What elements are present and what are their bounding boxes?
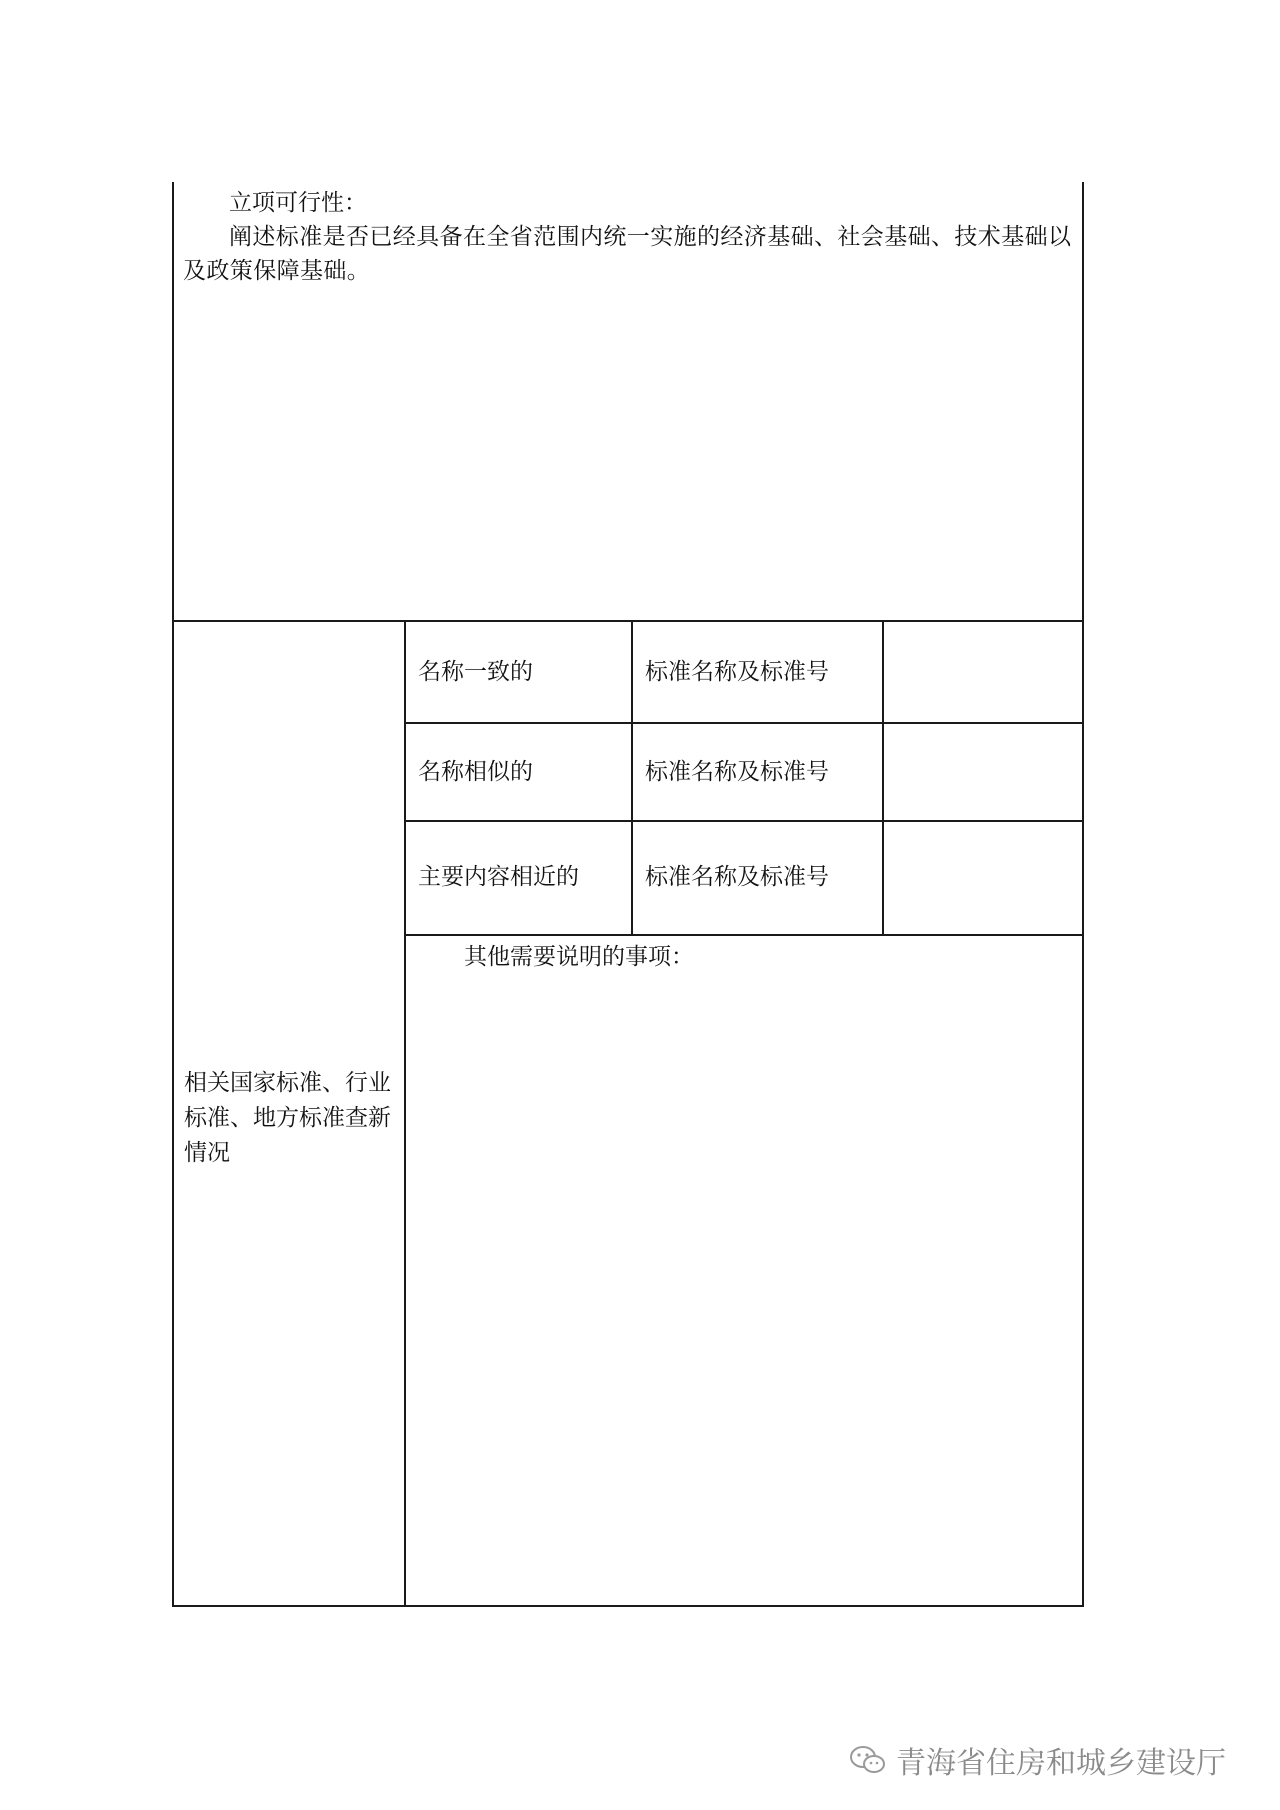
table-border-left bbox=[172, 182, 174, 1607]
row-divider-3 bbox=[404, 934, 1084, 936]
table-border-right bbox=[1082, 182, 1084, 1607]
table-border-bottom bbox=[172, 1605, 1084, 1607]
watermark-text: 青海省住房和城乡建设厅 bbox=[896, 1746, 1226, 1781]
label-column-divider bbox=[404, 620, 406, 1607]
row-2-field: 标准名称及标准号 bbox=[645, 759, 829, 785]
row-3-value[interactable] bbox=[894, 860, 1074, 894]
feasibility-bottom-border bbox=[172, 620, 1084, 622]
row-2-value[interactable] bbox=[894, 755, 1074, 789]
row-divider-1 bbox=[404, 722, 1084, 724]
feasibility-heading: 立项可行性： bbox=[229, 190, 367, 216]
row-1-category: 名称一致的 bbox=[418, 659, 533, 685]
other-notes-label: 其他需要说明的事项： bbox=[464, 944, 694, 970]
row-3-category: 主要内容相近的 bbox=[418, 864, 579, 890]
row-divider-2 bbox=[404, 820, 1084, 822]
feasibility-body: 阐述标准是否已经具备在全省范围内统一实施的经济基础、社会基础、技术基础以及政策保障基础。 bbox=[183, 224, 1072, 284]
related-standards-label: 相关国家标准、行业标准、地方标准查新情况 bbox=[184, 1070, 391, 1166]
feasibility-section bbox=[183, 186, 1073, 288]
field-column-divider bbox=[882, 620, 884, 936]
wechat-icon bbox=[848, 1744, 888, 1776]
row-2-category: 名称相似的 bbox=[418, 759, 533, 785]
category-column-divider bbox=[631, 620, 633, 936]
row-1-value[interactable] bbox=[894, 655, 1074, 689]
row-3-field: 标准名称及标准号 bbox=[645, 864, 829, 890]
watermark bbox=[848, 1738, 1226, 1782]
row-1-field: 标准名称及标准号 bbox=[645, 659, 829, 685]
